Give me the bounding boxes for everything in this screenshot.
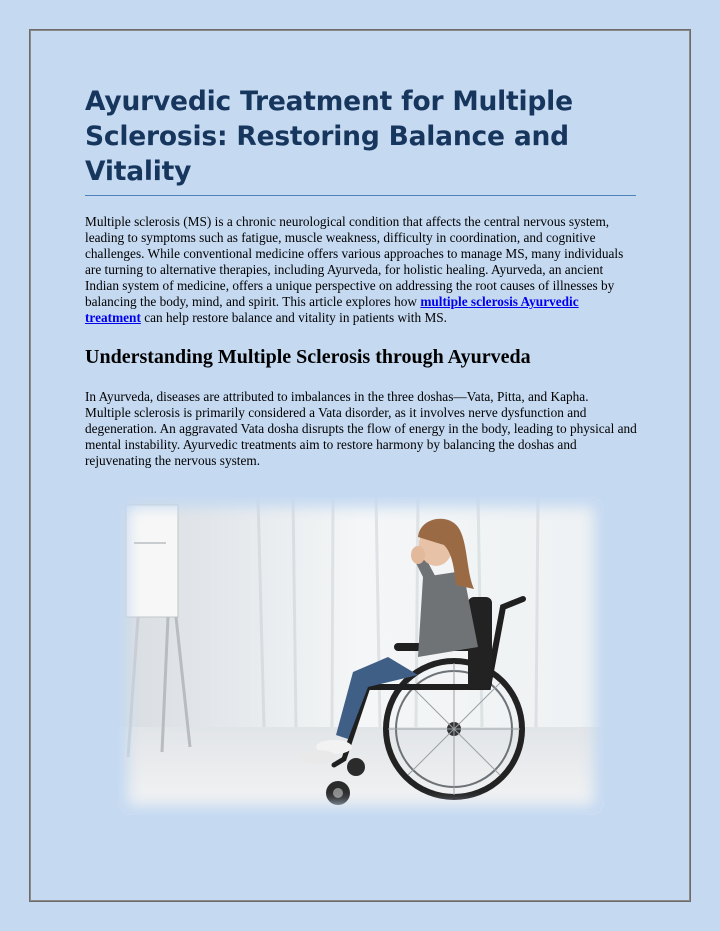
article — [85, 84, 637, 469]
treatment-link[interactable]: multiple sclerosis Ayurvedic treatment — [85, 294, 579, 325]
woman-in-wheelchair-illustration — [118, 497, 604, 815]
article-title: Ayurvedic Treatment for Multiple Sclerosis: Restoring Balance and Vitality — [85, 86, 573, 187]
wheelchair-photo — [118, 497, 604, 815]
intro-text-end: can help restore balance and vitality in patients with MS. — [140, 310, 447, 325]
section-heading: Understanding Multiple Sclerosis through Ayurveda — [85, 346, 531, 368]
intro-text-start: Multiple sclerosis (MS) is a chronic neurological condition that affects the central nervous system, leading to symptoms such as fatigue, muscle weakness, difficulty in coordination, and cognitive challenges. While conventional medicine offers various approaches to manage MS, many individuals are turning to alternative therapies, including Ayurveda, for holistic healing. Ayurveda, an ancient Indian system of medicine, offers a unique perspective on addressing the root causes of illnesses by balancing the body, mind, and spirit. This article explores how — [85, 214, 624, 309]
intro-paragraph — [85, 214, 637, 326]
section-paragraph: In Ayurveda, diseases are attributed to imbalances in the three doshas—Vata, Pitta, and Kapha. Multiple sclerosis is primarily considered a Vata disorder, as it involves nerve dysfunction and degeneration. An aggravated Vata dosha disrupts the flow of energy in the body, leading to physical and mental instability. Ayurvedic treatments aim to restore harmony by balancing the doshas and rejuvenating the nervous system. — [85, 389, 637, 468]
title-divider — [85, 195, 636, 196]
